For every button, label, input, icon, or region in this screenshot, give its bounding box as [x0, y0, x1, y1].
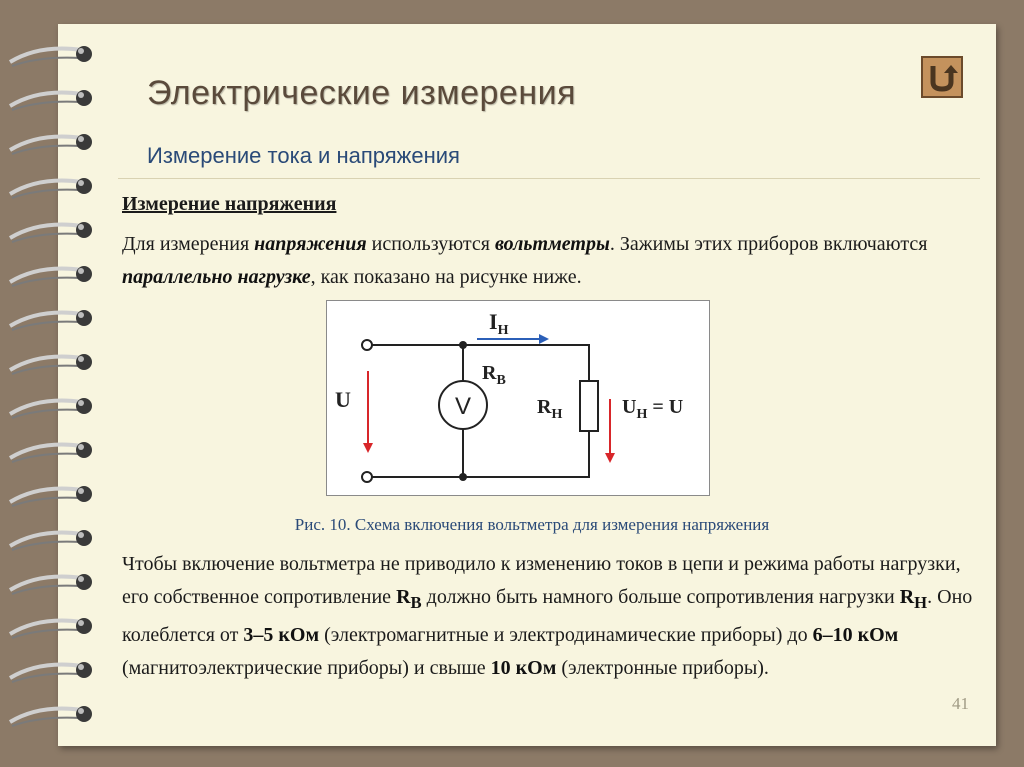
- binding-ring: [10, 445, 82, 459]
- header-divider: [118, 178, 980, 179]
- binding-ring-shadow: [12, 542, 80, 550]
- binding-ring-shadow: [12, 146, 80, 154]
- binding-ring: [10, 93, 82, 107]
- binding-ring-shadow: [12, 498, 80, 506]
- u-turn-return-icon: [923, 58, 961, 96]
- return-button[interactable]: [921, 56, 963, 98]
- binding-hole: [76, 662, 92, 678]
- junction-top: [459, 341, 467, 349]
- binding-ring-shadow: [12, 58, 80, 66]
- rn-symbol: $R_Н$: [899, 586, 928, 612]
- binding-ring: [10, 269, 82, 283]
- emphasis-voltmeters: вольтметры: [494, 233, 610, 255]
- binding-ring-shadow: [12, 190, 80, 198]
- intro-paragraph: Для измерения напряжения используются вольтметры. Зажимы этих приборов включаются параллельно нагрузке, как показано на рисунке ниже.: [122, 233, 928, 288]
- binding-hole-shine: [78, 400, 84, 406]
- binding-hole: [76, 90, 92, 106]
- binding-hole-shine: [78, 488, 84, 494]
- junction-bottom: [459, 473, 467, 481]
- binding-hole-shine: [78, 224, 84, 230]
- binding-ring: [10, 709, 82, 723]
- rv-label: $R_В$: [482, 362, 506, 388]
- binding-hole-shine: [78, 48, 84, 54]
- binding-hole: [76, 442, 92, 458]
- binding-ring-shadow: [12, 102, 80, 110]
- binding-hole: [76, 134, 92, 150]
- binding-ring-shadow: [12, 718, 80, 726]
- body-paragraph: Чтобы включение вольтметра не приводило к изменению токов в цепи и режима работы нагрузки, его собственное сопротивление $R_В$ должно быть намного больше сопротивления нагрузки $R_Н$. Оно колеблется от 3–5 кОм (электромагнитные и электродинамические приборы) до 6–10 кОм (магнитоэлектрические приборы) и свыше 10 кОм (электронные приборы).: [122, 553, 973, 679]
- circuit-diagram: [326, 300, 710, 496]
- current-label: $I_Н$: [489, 309, 509, 338]
- rn-label: $R_Н$: [537, 396, 563, 422]
- binding-ring: [10, 225, 82, 239]
- binding-ring-shadow: [12, 322, 80, 330]
- binding-hole: [76, 486, 92, 502]
- terminal-bottom: [362, 472, 372, 482]
- binding-ring: [10, 621, 82, 635]
- emphasis-voltage: напряжения: [254, 233, 367, 255]
- binding-ring-shadow: [12, 278, 80, 286]
- binding-hole-shine: [78, 268, 84, 274]
- page-subtitle: Измерение тока и напряжения: [147, 143, 460, 168]
- spiral-binding: [0, 0, 110, 767]
- binding-ring: [10, 181, 82, 195]
- binding-hole: [76, 706, 92, 722]
- binding-hole-shine: [78, 576, 84, 582]
- binding-ring-shadow: [12, 586, 80, 594]
- figure-caption: Рис. 10. Схема включения вольтметра для измерения напряжения: [294, 515, 770, 534]
- binding-hole: [76, 574, 92, 590]
- binding-ring-shadow: [12, 454, 80, 462]
- binding-ring: [10, 577, 82, 591]
- binding-hole-shine: [78, 356, 84, 362]
- un-label: $U_Н = U$: [622, 396, 684, 422]
- binding-ring: [10, 665, 82, 679]
- load-resistor: [580, 381, 598, 431]
- binding-hole: [76, 178, 92, 194]
- section-heading: Измерение напряжения: [122, 193, 337, 215]
- binding-hole-shine: [78, 444, 84, 450]
- range-10: 10 кОм: [490, 657, 557, 679]
- range-6-10: 6–10 кОм: [812, 624, 899, 646]
- u-label: U: [335, 387, 351, 412]
- terminal-top: [362, 340, 372, 350]
- page-number: 41: [952, 694, 969, 713]
- binding-ring: [10, 357, 82, 371]
- binding-hole: [76, 266, 92, 282]
- binding-hole-shine: [78, 708, 84, 714]
- page-title: Электрические измерения: [147, 74, 576, 112]
- range-3-5: 3–5 кОм: [243, 624, 320, 646]
- binding-ring-shadow: [12, 234, 80, 242]
- binding-hole: [76, 354, 92, 370]
- binding-hole-shine: [78, 136, 84, 142]
- binding-ring-shadow: [12, 630, 80, 638]
- binding-ring-shadow: [12, 366, 80, 374]
- binding-ring-shadow: [12, 674, 80, 682]
- binding-hole-shine: [78, 664, 84, 670]
- binding-hole: [76, 618, 92, 634]
- binding-ring: [10, 313, 82, 327]
- binding-ring: [10, 489, 82, 503]
- voltmeter-label: V: [454, 393, 472, 420]
- binding-hole: [76, 46, 92, 62]
- emphasis-parallel: параллельно нагрузке: [122, 266, 311, 288]
- binding-hole: [76, 310, 92, 326]
- binding-hole: [76, 222, 92, 238]
- binding-ring: [10, 49, 82, 63]
- binding-ring: [10, 137, 82, 151]
- binding-hole-shine: [78, 312, 84, 318]
- rv-symbol: $R_В$: [396, 586, 422, 612]
- binding-hole-shine: [78, 92, 84, 98]
- binding-hole: [76, 398, 92, 414]
- binding-ring-shadow: [12, 410, 80, 418]
- binding-hole-shine: [78, 180, 84, 186]
- binding-ring: [10, 401, 82, 415]
- binding-hole-shine: [78, 620, 84, 626]
